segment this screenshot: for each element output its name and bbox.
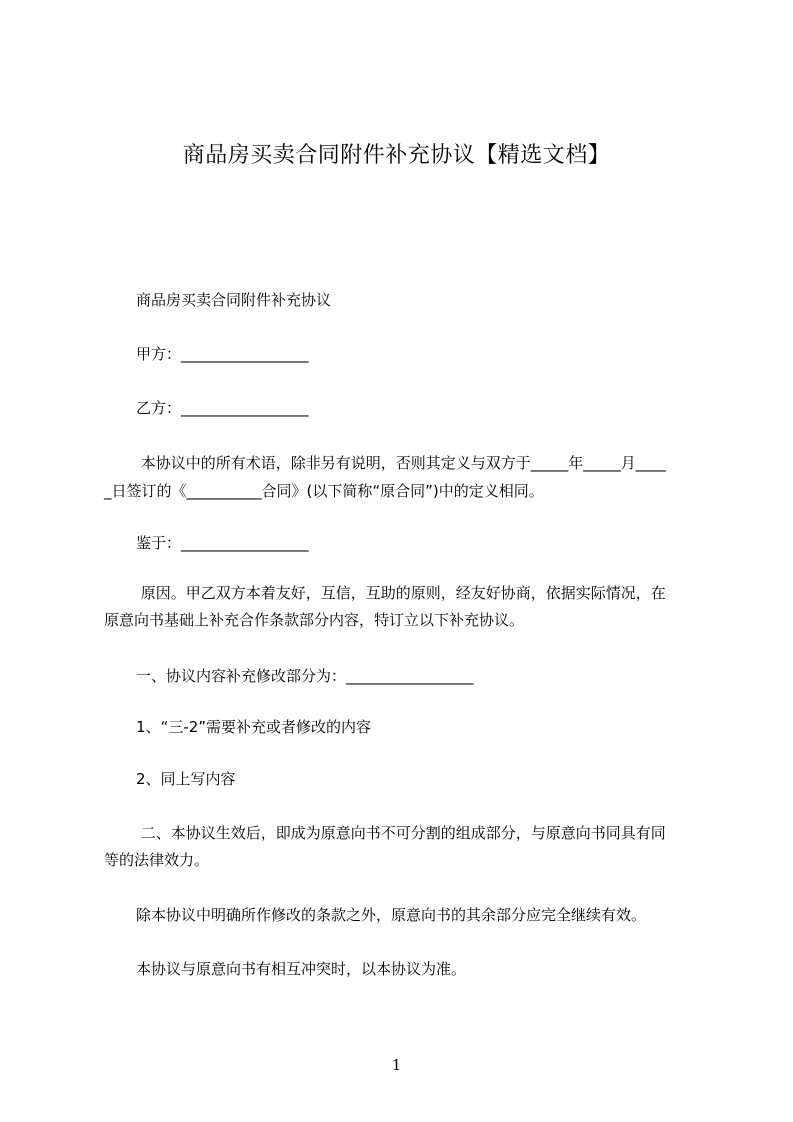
agreement-heading: 商品房买卖合同附件补充协议: [136, 291, 332, 309]
section-two-line-1: 二、本协议生效后，即成为原意向书不可分割的组成部分，与原意向书同具有同: [136, 824, 666, 842]
conflict-clause-paragraph: 本协议与原意向书有相互冲突时，以本协议为准。: [136, 960, 467, 978]
terms-paragraph-line-1: 本协议中的所有术语，除非另有说明，否则其定义与双方于_____年_____月____: [136, 454, 666, 472]
reason-paragraph-line-2: 原意向书基础上补充合作条款部分内容，特订立以下补充协议。: [104, 611, 525, 629]
item-two: 2、同上写内容: [136, 770, 236, 788]
section-one-heading: 一、协议内容补充修改部分为：_________________: [136, 667, 474, 685]
item-one: 1、“三-2”需要补充或者修改的内容: [136, 718, 372, 736]
party-b-line: 乙方：_________________: [136, 399, 309, 417]
page-number: 1: [391, 1056, 402, 1074]
remaining-terms-paragraph: 除本协议中明确所作修改的条款之外，原意向书的其余部分应完全继续有效。: [136, 906, 647, 924]
section-two-line-2: 等的法律效力。: [104, 851, 210, 869]
document-title: 商品房买卖合同附件补充协议【精选文档】: [182, 143, 611, 168]
reason-paragraph-line-1: 原因。甲乙双方本着友好，互信，互助的原则，经友好协商，依据实际情况，在: [136, 584, 666, 602]
party-a-line: 甲方：_________________: [136, 345, 309, 363]
whereas-line: 鉴于：_________________: [136, 534, 309, 552]
terms-paragraph-line-2: _日签订的《__________合同》(以下简称“原合同”)中的定义相同。: [104, 482, 544, 500]
